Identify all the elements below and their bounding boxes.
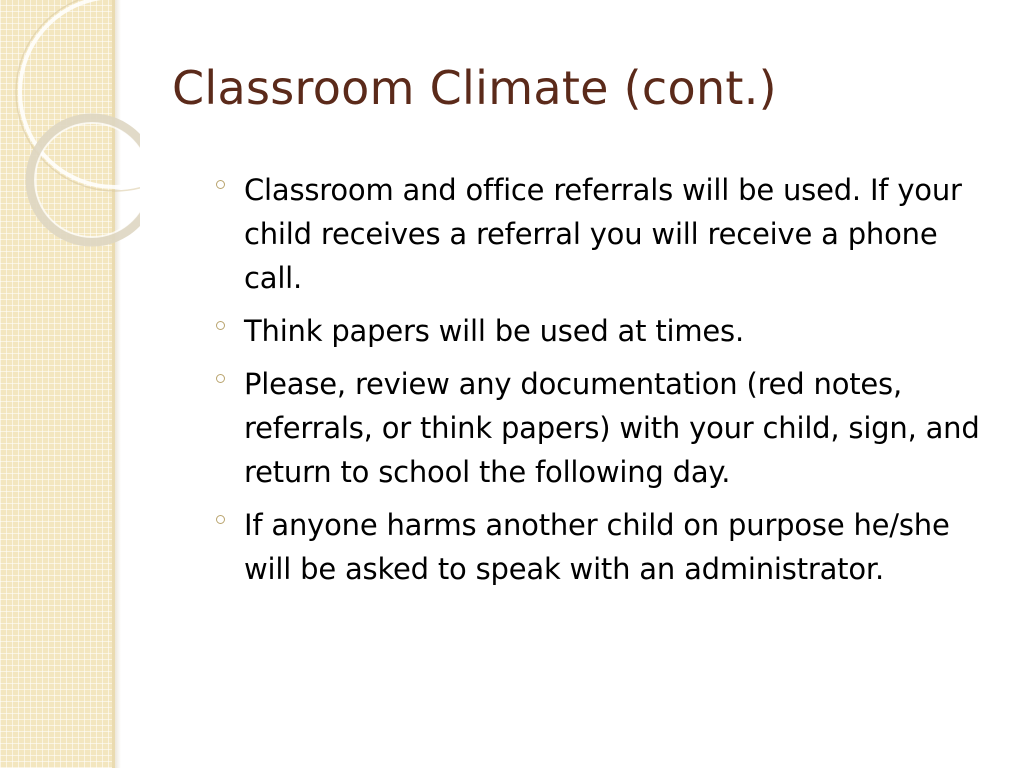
bullet-text: If anyone harms another child on purpose he/she will be asked to speak with an administrator. bbox=[244, 508, 950, 586]
bullet-item bbox=[210, 309, 1000, 353]
bullet-ring-icon bbox=[216, 180, 225, 189]
bullet-ring-icon bbox=[216, 321, 225, 330]
decorative-ring-small-highlight bbox=[35, 123, 140, 237]
bullet-item bbox=[210, 168, 1000, 300]
bullet-list bbox=[210, 168, 1000, 600]
bullet-item bbox=[210, 362, 1000, 494]
slide-title: Classroom Climate (cont.) bbox=[172, 61, 777, 115]
decorative-ring-small bbox=[30, 118, 140, 242]
bullet-ring-icon bbox=[216, 515, 225, 524]
bullet-text: Think papers will be used at times. bbox=[244, 314, 744, 348]
decorative-rings bbox=[0, 0, 140, 260]
bullet-text: Classroom and office referrals will be used. If your child receives a referral you will receive a phone call. bbox=[244, 173, 962, 295]
bullet-item bbox=[210, 503, 1000, 591]
bullet-text: Please, review any documentation (red notes, referrals, or think papers) with your child, sign, and return to school the following day. bbox=[244, 367, 980, 489]
bullet-ring-icon bbox=[216, 374, 225, 383]
